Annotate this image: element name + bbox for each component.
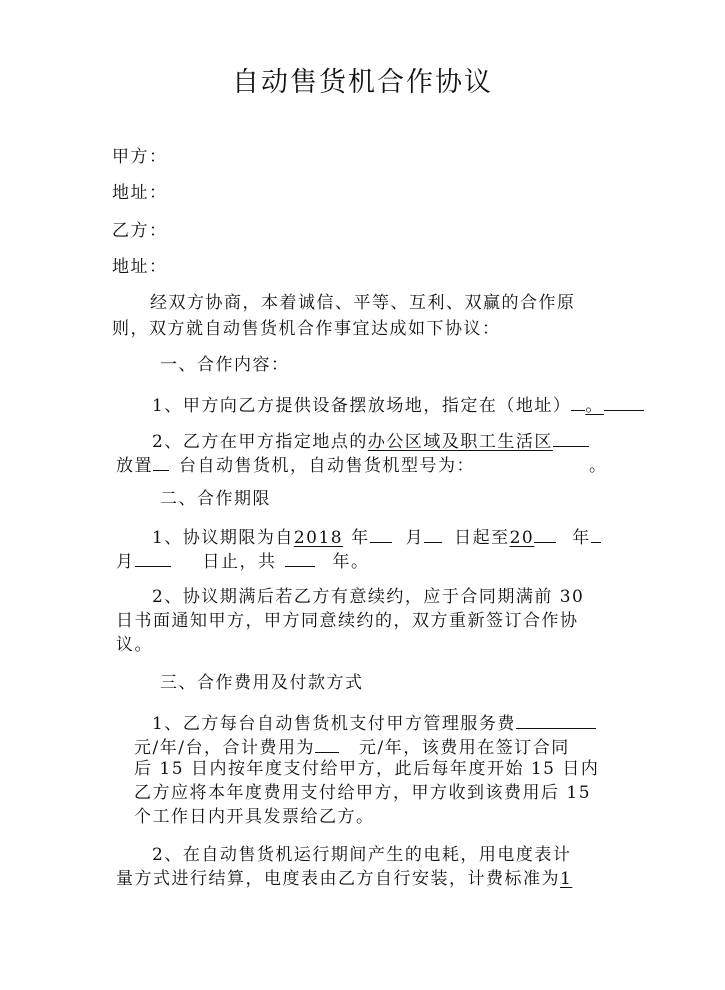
term-start-text: 1、协议期限为自: [152, 528, 294, 548]
section-2-heading: 二、合作期限: [160, 489, 271, 509]
term-start-year: 2018: [293, 528, 344, 548]
section-1-item-2-place-verb: 放置: [116, 456, 153, 476]
blank-field: [285, 548, 315, 567]
section-2-item-2-line-1: 2、协议期满后若乙方有意续约，应于合同期满前 30: [152, 587, 585, 607]
section-3-item-1-line-2: [134, 734, 570, 759]
term-total-years: 年。: [332, 552, 370, 572]
term-month-label: 月: [405, 528, 425, 548]
fee-text: 1、乙方每台自动售货机支付甲方管理服务费: [152, 714, 516, 734]
address-b-label: 地址：: [112, 257, 168, 277]
section-3-item-1-line-3: 后 15 日内按年度支付给甲方，此后每年度开始 15 日内: [134, 759, 600, 779]
blank-field: [516, 710, 596, 729]
fee-total-text: 元/年，该费用在签订合同: [358, 738, 570, 758]
blank-field: [604, 392, 644, 411]
term-end-year-label: 年: [572, 528, 591, 548]
document-title: 自动售货机合作协议: [232, 67, 493, 98]
fee-unit-text: 元/年/台，合计费用为: [134, 738, 315, 758]
term-from-label: 日起至: [454, 528, 510, 548]
preamble-line-1: 经双方协商，本着诚信、平等、互利、双赢的合作原: [150, 293, 576, 313]
section-3-item-2-line-2: [116, 868, 572, 890]
section-1-item-2-line-1: [152, 428, 589, 453]
section-3-heading: 三、合作费用及付款方式: [160, 673, 364, 693]
section-1-heading: 一、合作内容：: [160, 355, 290, 375]
section-3-item-1-line-5: 个工作日内开具发票给乙方。: [134, 807, 375, 827]
section-1-item-2-end: 。: [589, 456, 608, 476]
section-3-item-1-line-4: 乙方应将本年度费用支付给甲方，甲方收到该费用后 15: [134, 783, 592, 803]
preamble-line-2: 则，双方就自动售货机合作事宜达成如下协议：: [112, 319, 501, 339]
section-1-item-2-model-text: 台自动售货机，自动售货机型号为：: [179, 456, 475, 476]
term-year-label: 年: [351, 528, 370, 548]
address-a-label: 地址：: [112, 183, 168, 203]
section-1-item-2-place: 办公区域及职工生活区: [367, 432, 553, 452]
blank-field: [135, 548, 171, 567]
term-end-year: 20: [509, 528, 535, 548]
section-1-item-2-line-2: [116, 452, 608, 477]
blank-field: [424, 524, 442, 543]
section-1-item-1: [152, 392, 644, 417]
term-end-month-label: 月: [116, 552, 135, 572]
blank-field: [571, 392, 585, 411]
party-a-label: 甲方：: [112, 147, 168, 167]
section-1-item-1-text: 1、甲方向乙方提供设备摆放场地，指定在（地址）: [152, 396, 572, 416]
section-2-item-2-line-3: 议。: [116, 635, 153, 655]
blank-field: [315, 734, 339, 753]
blank-field: [534, 524, 556, 543]
section-1-item-2-lead: 2、乙方在甲方指定地点的: [152, 432, 368, 452]
blank-field: [370, 524, 392, 543]
term-end-day-text: 日止，共: [202, 552, 277, 572]
section-2-item-2-line-2: 日书面通知甲方，甲方同意续约的，双方重新签订合作协: [116, 611, 579, 631]
section-2-item-1-line-2: [116, 548, 370, 573]
blank-field: [591, 524, 601, 543]
section-3-item-1-line-1: [152, 710, 596, 735]
party-b-label: 乙方：: [112, 221, 168, 241]
electricity-rate-value: 1: [560, 869, 573, 889]
blank-field: [153, 452, 169, 471]
blank-field: [553, 428, 589, 447]
section-2-item-1-line-1: [152, 524, 601, 549]
section-1-item-1-tail: 。: [585, 396, 604, 416]
section-3-item-2-line-1: 2、在自动售货机运行期间产生的电耗，用电度表计: [152, 845, 572, 865]
electricity-billing-text: 量方式进行结算，电度表由乙方自行安装，计费标准为: [116, 869, 560, 889]
